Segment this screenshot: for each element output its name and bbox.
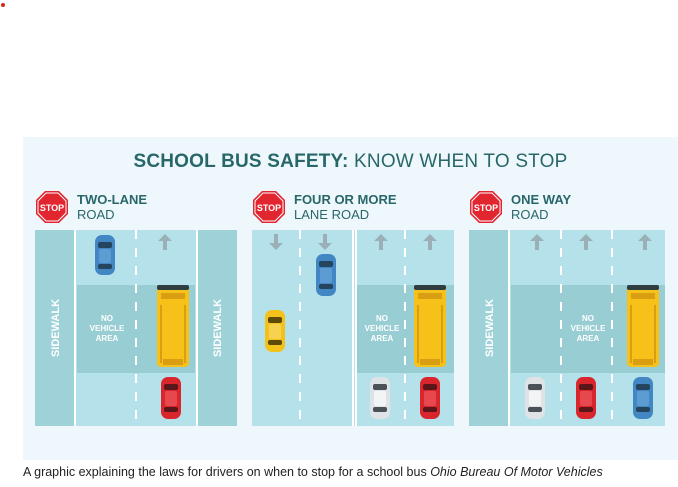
- school-bus: [414, 285, 446, 367]
- no-vehicle-label-1: NO: [582, 314, 594, 323]
- no-vehicle-label-2: VEHICLE: [570, 324, 606, 333]
- school-bus: [627, 285, 659, 367]
- yellow-car: [265, 310, 285, 352]
- panel-title-line2: ROAD: [77, 207, 115, 222]
- stop-sign-icon: [469, 190, 503, 224]
- white-car: [525, 377, 545, 419]
- no-vehicle-label-3: AREA: [576, 334, 600, 343]
- panel-title: [77, 192, 147, 222]
- red-dot-marker: [1, 3, 5, 7]
- red-car: [576, 377, 596, 419]
- school-bus: [157, 285, 189, 367]
- caption-credit: Ohio Bureau Of Motor Vehicles: [430, 465, 603, 479]
- stop-sign-label: STOP: [473, 203, 499, 213]
- panel-title-line1: ONE WAY: [511, 192, 572, 207]
- stop-sign-label: STOP: [39, 203, 65, 213]
- blue-car: [316, 254, 336, 296]
- two-lane-diagram: [35, 230, 237, 426]
- no-vehicle-label-3: AREA: [95, 334, 119, 343]
- sidewalk-label: SIDEWALK: [212, 298, 224, 358]
- panel-title-line2: ROAD: [511, 207, 549, 222]
- image-caption: [23, 465, 603, 479]
- stop-sign-icon: [252, 190, 286, 224]
- title-rest: KNOW WHEN TO STOP: [348, 151, 568, 172]
- blue-car: [95, 235, 115, 275]
- blue-car: [633, 377, 653, 419]
- white-car: [370, 377, 390, 419]
- sidewalk-label: SIDEWALK: [50, 298, 62, 358]
- panel-title-line1: FOUR OR MORE: [294, 192, 397, 207]
- red-car: [161, 377, 181, 419]
- one-way-diagram: [469, 230, 665, 426]
- graphic-title: [23, 151, 678, 173]
- panel-title-line1: TWO-LANE: [77, 192, 148, 207]
- four-lane-diagram: [252, 230, 454, 426]
- no-vehicle-label-3: AREA: [370, 334, 394, 343]
- sidewalk-label: SIDEWALK: [484, 298, 496, 358]
- red-car: [420, 377, 440, 419]
- panel-title-line2: LANE ROAD: [294, 207, 370, 222]
- caption-text: A graphic explaining the laws for drivers on when to stop for a school bus: [23, 465, 427, 479]
- no-vehicle-label-2: VEHICLE: [89, 324, 125, 333]
- stop-sign-label: STOP: [256, 203, 282, 213]
- no-vehicle-label-1: NO: [101, 314, 113, 323]
- stop-sign-icon: [35, 190, 69, 224]
- panel-title: [294, 192, 397, 222]
- school-bus-safety-graphic: [23, 137, 678, 460]
- no-vehicle-label-2: VEHICLE: [364, 324, 400, 333]
- title-bold: SCHOOL BUS SAFETY:: [133, 151, 349, 172]
- no-vehicle-label-1: NO: [376, 314, 388, 323]
- panel-title: [511, 192, 571, 222]
